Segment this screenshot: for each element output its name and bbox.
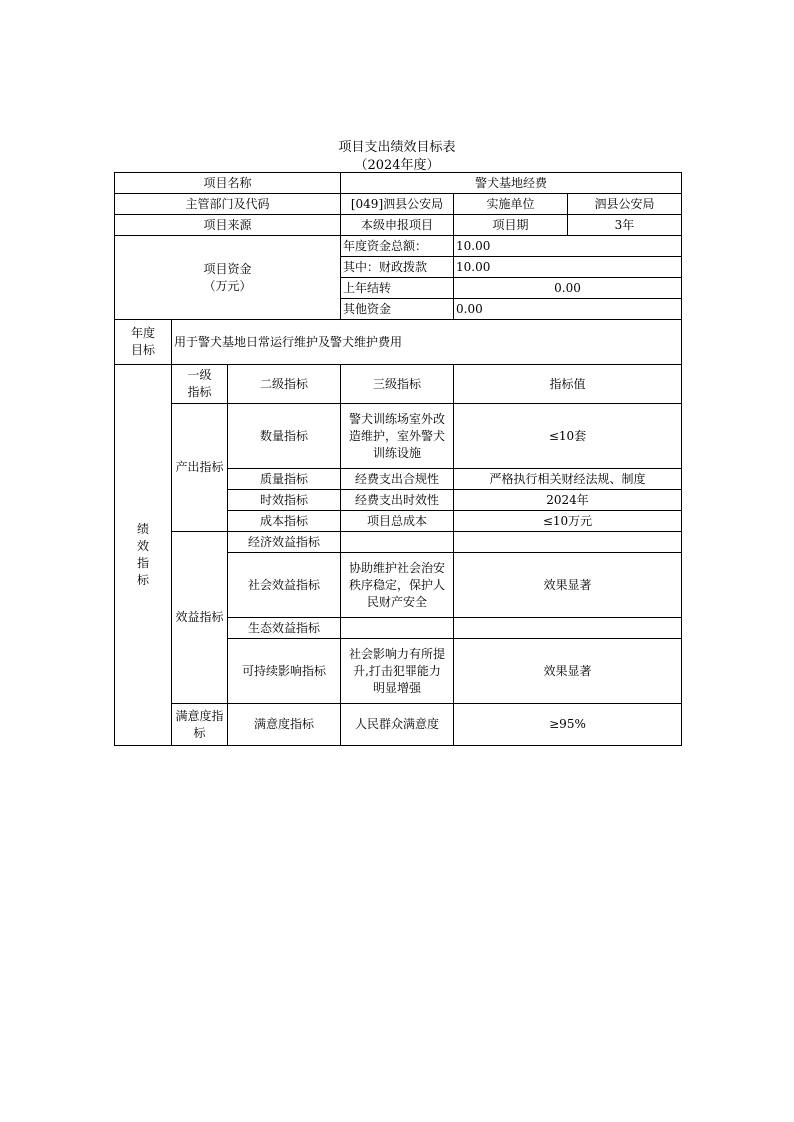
department-label: 主管部门及代码 — [115, 194, 341, 215]
page-title: 项目支出绩效目标表 — [338, 140, 456, 155]
table-row — [115, 236, 682, 257]
table-row — [115, 173, 682, 194]
economic-benefit-value — [454, 532, 682, 553]
social-benefit-label: 社会效益指标 — [228, 553, 341, 618]
quantity-indicator-detail — [341, 404, 454, 469]
page-subtitle: （2024年度） — [354, 158, 440, 173]
project-name-value: 警犬基地经费 — [341, 173, 682, 194]
project-period-label: 项目期 — [454, 215, 568, 236]
benefit-indicator-label: 效益指标 — [172, 532, 228, 704]
timeliness-indicator-value: 2024年 — [454, 490, 682, 511]
detail-line: 造维护，室外警犬 — [348, 428, 445, 443]
other-funds-value: 0.00 — [454, 299, 682, 320]
carryover-value: 0.00 — [454, 278, 682, 299]
satisfaction-indicator-label — [172, 704, 228, 746]
detail-line: 协助维护社会治安 — [348, 560, 445, 575]
quantity-indicator-value: ≤10套 — [454, 404, 682, 469]
social-benefit-detail — [341, 553, 454, 618]
project-funds-label — [115, 236, 341, 320]
ecological-benefit-detail — [341, 618, 454, 639]
detail-line: 训练设施 — [372, 445, 421, 460]
ecological-benefit-label: 生态效益指标 — [228, 618, 341, 639]
carryover-label: 上年结转 — [341, 278, 454, 299]
detail-line: 社会影响力有所提 — [348, 646, 445, 661]
annual-goal-label-line1: 年度 — [130, 326, 155, 340]
detail-line: 民财产安全 — [366, 594, 427, 609]
total-funds-value: 10.00 — [454, 236, 682, 257]
table-row — [115, 404, 682, 469]
cost-indicator-detail: 项目总成本 — [341, 511, 454, 532]
department-value: [049]泗县公安局 — [341, 194, 454, 215]
timeliness-indicator-detail: 经费支出时效性 — [341, 490, 454, 511]
performance-label-char: 绩 — [136, 522, 149, 536]
project-period-value: 3年 — [568, 215, 682, 236]
sustainable-impact-detail — [341, 639, 454, 704]
quality-indicator-label: 质量指标 — [228, 469, 341, 490]
project-source-label: 项目来源 — [115, 215, 341, 236]
table-row — [115, 365, 682, 404]
performance-label-char: 标 — [136, 573, 149, 587]
detail-line: 升,打击犯罪能力 — [353, 663, 441, 678]
sustainable-impact-label: 可持续影响指标 — [228, 639, 341, 704]
fiscal-funds-value: 10.00 — [454, 257, 682, 278]
header-level1-line1: 一级 — [187, 368, 212, 382]
fiscal-funds-label: 其中：财政拨款 — [341, 257, 454, 278]
header-level2: 二级指标 — [228, 365, 341, 404]
header-value: 指标值 — [454, 365, 682, 404]
header-level3: 三级指标 — [341, 365, 454, 404]
project-source-value: 本级申报项目 — [341, 215, 454, 236]
table-row — [115, 215, 682, 236]
header-level1-line2: 指标 — [187, 385, 212, 399]
quality-indicator-value: 严格执行相关财经法规、制度 — [454, 469, 682, 490]
total-funds-label: 年度资金总额： — [341, 236, 454, 257]
other-funds-label: 其他资金 — [341, 299, 454, 320]
annual-goal-label — [115, 320, 172, 365]
project-funds-label-line2: （万元） — [203, 278, 252, 293]
performance-label-char: 效 — [136, 539, 149, 553]
project-name-label: 项目名称 — [115, 173, 341, 194]
performance-target-table — [114, 172, 682, 746]
economic-benefit-detail — [341, 532, 454, 553]
sustainable-impact-value: 效果显著 — [454, 639, 682, 704]
social-benefit-value: 效果显著 — [454, 553, 682, 618]
implementing-unit-value: 泗县公安局 — [568, 194, 682, 215]
header-level1 — [172, 365, 228, 404]
satisfaction-label-line2: 标 — [193, 725, 206, 740]
quality-indicator-detail: 经费支出合规性 — [341, 469, 454, 490]
detail-line: 明显增强 — [372, 680, 421, 695]
satisfaction-level3: 人民群众满意度 — [341, 704, 454, 746]
table-row — [115, 704, 682, 746]
project-funds-label-line1: 项目资金 — [203, 261, 252, 276]
annual-goal-value: 用于警犬基地日常运行维护及警犬维护费用 — [172, 320, 682, 365]
table-row — [115, 194, 682, 215]
cost-indicator-value: ≤10万元 — [454, 511, 682, 532]
economic-benefit-label: 经济效益指标 — [228, 532, 341, 553]
satisfaction-level2: 满意度指标 — [228, 704, 341, 746]
performance-indicator-label — [115, 365, 172, 746]
satisfaction-value: ≥95% — [454, 704, 682, 746]
output-indicator-label: 产出指标 — [172, 404, 228, 532]
quantity-indicator-label: 数量指标 — [228, 404, 341, 469]
implementing-unit-label: 实施单位 — [454, 194, 568, 215]
detail-line: 警犬训练场室外改 — [348, 411, 445, 426]
annual-goal-label-line2: 目标 — [130, 343, 155, 357]
ecological-benefit-value — [454, 618, 682, 639]
satisfaction-label-line1: 满意度指 — [175, 708, 224, 723]
timeliness-indicator-label: 时效指标 — [228, 490, 341, 511]
cost-indicator-label: 成本指标 — [228, 511, 341, 532]
performance-label-char: 指 — [136, 556, 149, 570]
table-row — [115, 532, 682, 553]
detail-line: 秩序稳定，保护人 — [348, 577, 445, 592]
table-row — [115, 320, 682, 365]
